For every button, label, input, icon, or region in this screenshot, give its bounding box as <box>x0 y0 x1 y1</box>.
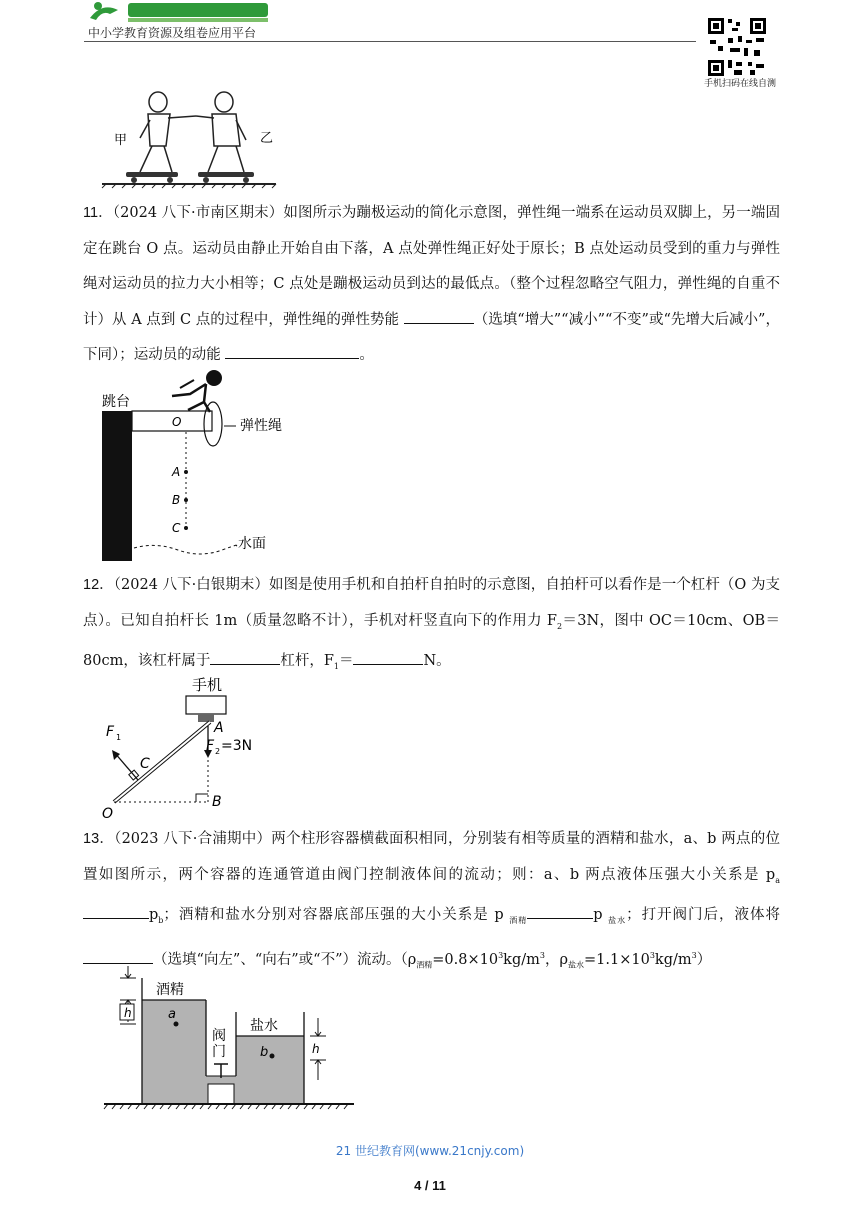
question-text: kg/m <box>654 952 692 969</box>
footer-site-link[interactable]: 21 世纪教育网(www.21cnjy.com) <box>335 1144 525 1158</box>
answer-blank[interactable] <box>527 901 593 919</box>
question-source: （2024 八下·市南区期末） <box>112 205 284 221</box>
question-source: （2024 八下·白银期末） <box>113 577 270 593</box>
subscript: 2 <box>556 621 563 631</box>
figure-bungee <box>96 366 306 566</box>
question-number: 13． <box>83 831 115 847</box>
question-number: 11． <box>83 205 113 221</box>
question-source: （2023 八下·合浦期中） <box>114 831 272 847</box>
answer-blank[interactable] <box>83 901 149 919</box>
question-text: ，ρ <box>544 952 568 969</box>
question-text: （选填“向左”、“向右”或“不”）流动。（ρ <box>153 952 417 969</box>
label-a: a <box>168 1007 176 1022</box>
question-text: ＝3N，图中 OC＝10cm、OB＝80cm，该杠杆属于 <box>83 612 780 669</box>
question-text: （选填“增大”“减小”“不变”或“先增大后减小”，下同）；运动员的动能 <box>83 311 780 363</box>
question-13 <box>83 822 780 984</box>
label-b: b <box>260 1045 269 1060</box>
qr-caption: 手机扫码在线自测 <box>703 79 776 89</box>
brand-subtitle: 中小学教育资源及组卷应用平台 <box>88 26 257 40</box>
superscript: 3 <box>498 951 504 961</box>
question-text: ＝ <box>338 652 354 669</box>
label-O: O <box>102 806 114 820</box>
label-water: 水面 <box>238 536 266 552</box>
question-text: 如图所示为蹦极运动的简化示意图，弹性绳一端系在运动员双脚上，另一端固定在跳台 O 点。运动员由静止开始自由下落，A 点处弹性绳正好处于原长；B 点处运动员受到的重力与弹性绳对运动员的拉力大小相等；C 点处是蹦极运动员到达的最低点。（整个过程忽略空气阻力，弹性绳的自重不计）从 A 点到 C 点的过程中，弹性绳的弹性势能 <box>83 205 781 328</box>
label-phone: 手机 <box>192 676 223 694</box>
figure-containers <box>100 966 360 1114</box>
superscript: 3 <box>691 951 697 961</box>
answer-blank[interactable] <box>225 341 359 359</box>
brand-logo <box>88 0 278 24</box>
question-text: 两个柱形容器横截面积相同，分别装有相等质量的酒精和盐水，a、b 两点的位置如图所示，两个容器的连通管道由阀门控制液体间的流动；则：a、b 两点液体压强大小关系是 p <box>83 831 780 883</box>
answer-blank[interactable] <box>210 647 280 665</box>
question-text: =1.1×10 <box>584 952 650 969</box>
subscript: 酒精 <box>509 915 528 925</box>
question-number: 12． <box>83 577 114 593</box>
label-valve-1: 阀 <box>212 1028 226 1044</box>
label-brine: 盐水 <box>250 1018 278 1034</box>
label-platform: 跳台 <box>102 394 130 410</box>
subscript: 酒精 <box>416 961 433 970</box>
question-11 <box>83 196 780 374</box>
label-F1: F <box>106 724 115 740</box>
question-text: =0.8×10 <box>432 952 499 969</box>
subscript: 盐水 <box>568 961 584 970</box>
label-jia: 甲 <box>114 133 128 148</box>
label-h-right: h <box>312 1042 320 1056</box>
question-text: ；酒精和盐水分别对容器底部压强的大小关系是 p <box>163 906 510 923</box>
header-divider <box>84 41 696 42</box>
label-O: O <box>172 415 182 429</box>
label-alcohol: 酒精 <box>156 982 184 998</box>
question-text: p <box>593 906 609 923</box>
answer-blank[interactable] <box>83 946 153 964</box>
label-valve-2: 门 <box>212 1044 226 1060</box>
label-B: B <box>212 794 222 810</box>
qr-code[interactable] <box>706 16 768 78</box>
label-yi: 乙 <box>260 131 274 146</box>
label-B: B <box>172 493 181 507</box>
question-text: kg/m <box>503 952 540 969</box>
question-text: p <box>149 906 159 923</box>
subscript: b <box>158 915 164 925</box>
figure-selfie-stick <box>100 674 270 820</box>
question-text: 如图是使用手机和自拍杆自拍时的示意图，自拍杆可以看作是一个杠杆（O 为支点）。已知自拍杆长 1m（质量忽略不计），手机对杆竖直向下的作用力 F <box>83 577 780 629</box>
subscript: 盐水 <box>608 915 627 925</box>
question-text: ；打开阀门后，液体将 <box>626 906 780 923</box>
label-F1-sub: 1 <box>116 733 122 742</box>
subscript: a <box>775 875 780 885</box>
question-text: ） <box>696 952 712 969</box>
subscript: 1 <box>333 661 339 671</box>
label-F2: F <box>206 738 215 754</box>
label-F2-value: =3N <box>221 738 253 754</box>
label-rope: 弹性绳 <box>240 418 282 434</box>
answer-blank[interactable] <box>353 647 423 665</box>
label-A: A <box>172 465 181 479</box>
page-number: 4 / 11 <box>414 1178 446 1193</box>
label-h-left: h <box>124 1006 132 1020</box>
label-C: C <box>140 756 150 772</box>
superscript: 3 <box>539 951 545 961</box>
label-A: A <box>214 720 224 736</box>
label-F2-sub: 2 <box>215 747 221 756</box>
question-12 <box>83 568 780 684</box>
question-text: N。 <box>423 652 451 669</box>
figure-skateboarders <box>100 80 280 190</box>
question-text: 。 <box>359 347 374 363</box>
superscript: 3 <box>649 951 655 961</box>
answer-blank[interactable] <box>404 306 474 324</box>
question-text: 杠杆，F <box>280 652 334 669</box>
label-C: C <box>172 521 181 535</box>
